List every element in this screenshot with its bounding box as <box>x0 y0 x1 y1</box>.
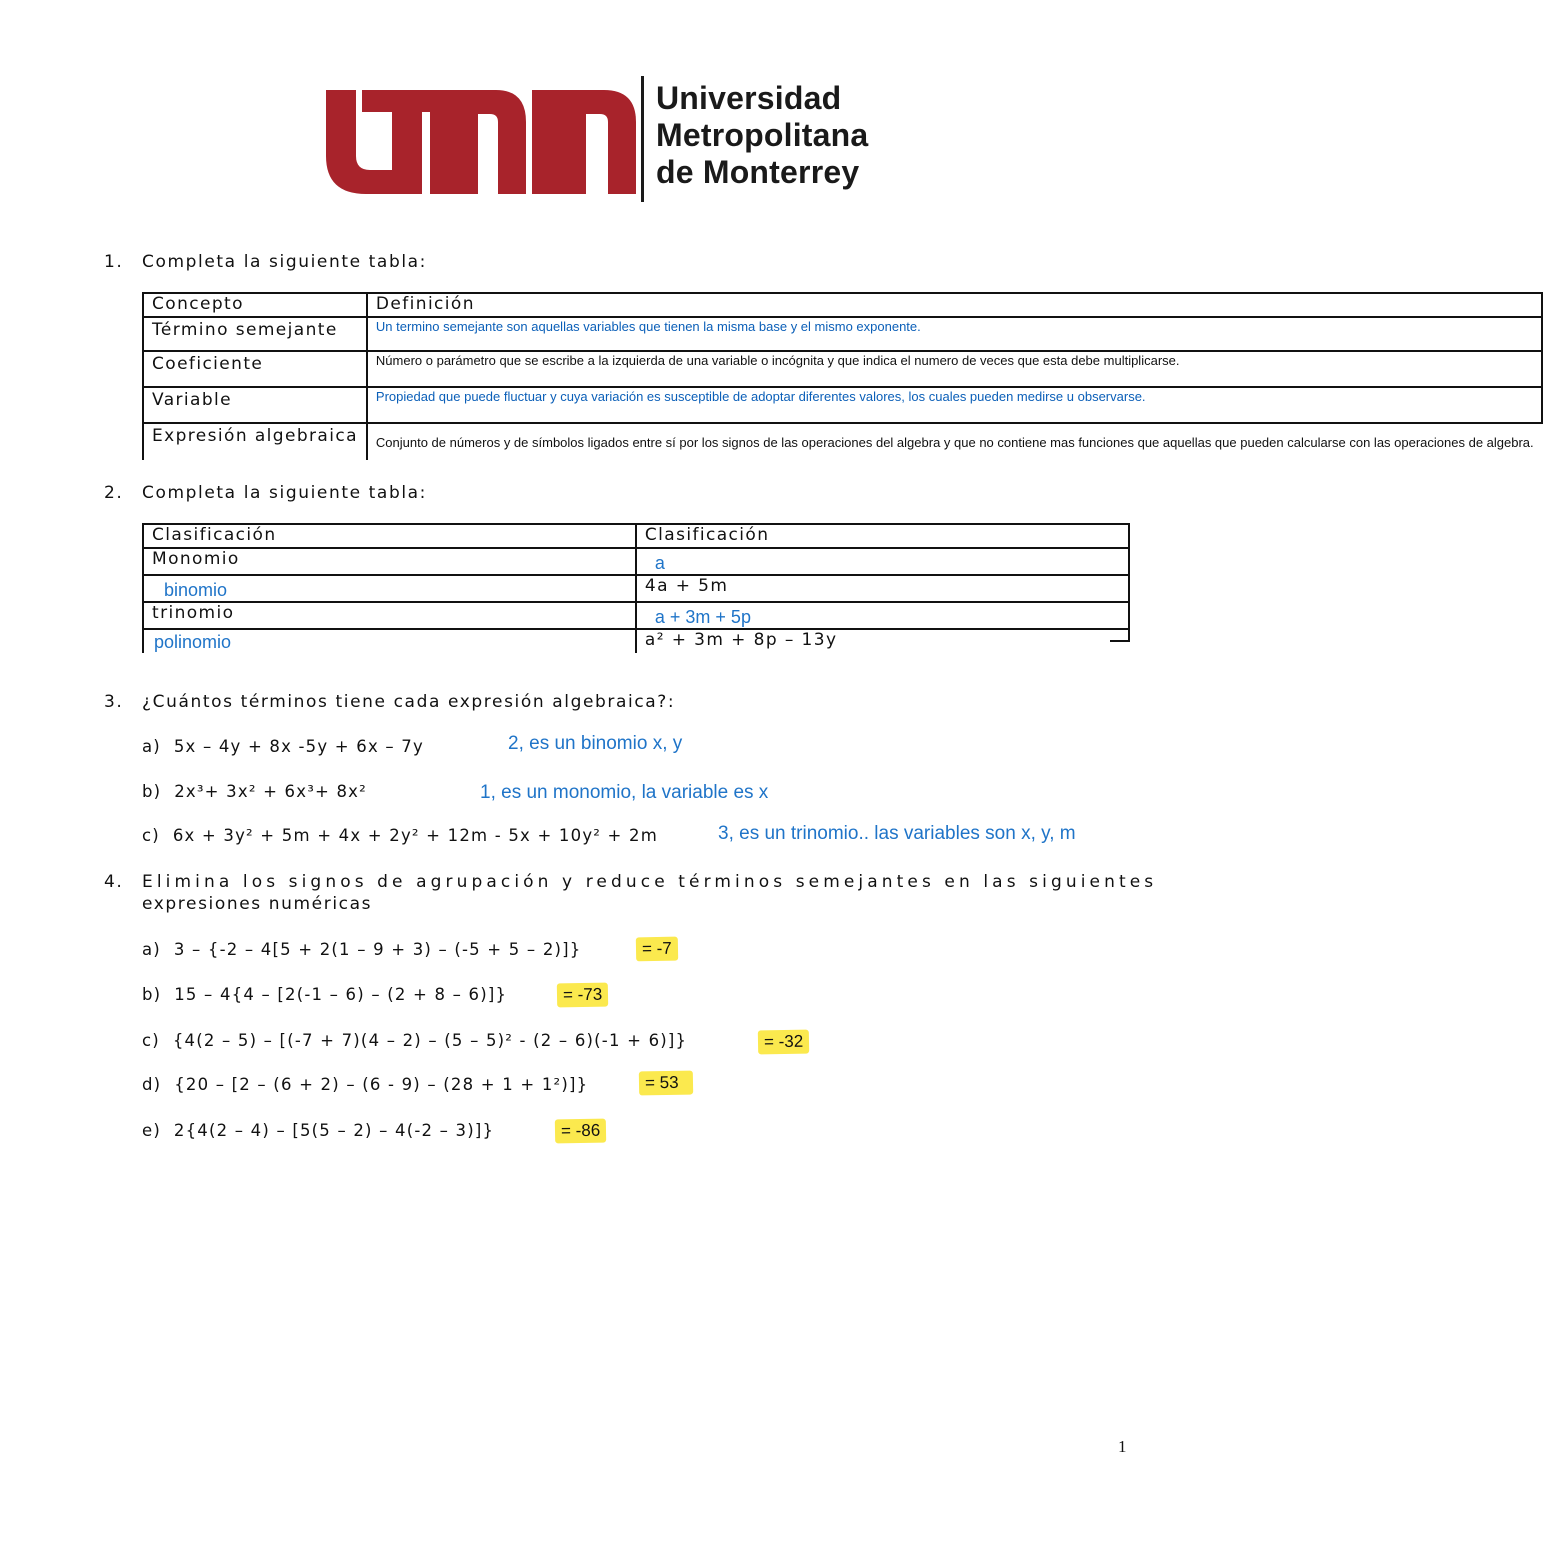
item-label: a) <box>142 737 161 756</box>
example-cell: a <box>636 548 1129 575</box>
table-header-row <box>143 524 1129 548</box>
item-expression: 6x + 3y² + 5m + 4x + 2y² + 12m - 5x + 10y² + 2m <box>172 826 658 845</box>
table-row <box>143 575 1129 602</box>
table-row <box>143 351 1542 387</box>
highlighted-answer: = 53 <box>639 1071 693 1096</box>
item-label: c) <box>142 826 160 845</box>
university-name-line: de Monterrey <box>656 154 860 190</box>
item-expression: 2{4(2 – 4) – [5(5 – 2) – 4(-2 – 3)]} <box>173 1121 495 1140</box>
item-expression: 2x³+ 3x² + 6x³+ 8x² <box>174 782 367 801</box>
question-1-title: Completa la siguiente tabla: <box>142 252 428 272</box>
question-4-title: Elimina los signos de agrupación y reduce términos semejantes en las siguientes <box>142 872 1158 892</box>
item-answer: 2, es un binomio x, y <box>508 733 683 754</box>
question-1-number: 1. <box>104 252 124 272</box>
classification-table <box>142 523 1130 653</box>
item-label: c) <box>142 1031 160 1050</box>
concept-cell: Expresión algebraica <box>143 423 367 460</box>
item-label: b) <box>142 782 162 801</box>
highlighted-answer: = -32 <box>758 1030 810 1055</box>
item-expression: {4(2 – 5) – [(-7 + 7)(4 – 2) – (5 – 5)² - (2 – 6)(-1 + 6)]} <box>172 1031 688 1050</box>
concept-cell: Coeficiente <box>143 351 367 387</box>
item-label: e) <box>142 1121 161 1140</box>
highlighted-answer: = -7 <box>636 937 678 962</box>
question-2-number: 2. <box>104 483 124 503</box>
item-expression: 15 – 4{4 – [2(-1 – 6) – (2 + 8 – 6)]} <box>174 985 508 1004</box>
concept-cell: Término semejante <box>143 317 367 351</box>
item-label: b) <box>142 985 162 1004</box>
definition-cell: Número o parámetro que se escribe a la izquierda de una variable o incógnita y que indica el numero de veces que esta debe multiplicarse. <box>367 351 1542 387</box>
example-cell: a + 3m + 5p <box>636 602 1129 629</box>
table-corner-line <box>1128 620 1130 642</box>
table-header-cell: Definición <box>367 293 1542 317</box>
question-4-number: 4. <box>104 872 124 892</box>
expression-item <box>142 1031 687 1050</box>
table-header-cell: Clasificación <box>636 524 1129 548</box>
definition-cell: Conjunto de números y de símbolos ligados entre sí por los signos de las operaciones del algebra y que no contiene mas funciones que aquellas que pueden calcularse con las operaciones de algebra. <box>367 423 1542 460</box>
expression-item <box>142 1121 494 1140</box>
item-expression: 3 – {-2 – 4[5 + 2(1 – 9 + 3) – (-5 + 5 – 2)]} <box>173 940 582 959</box>
classification-cell: polinomio <box>143 629 636 653</box>
table-row <box>143 548 1129 575</box>
expression-item <box>142 826 658 845</box>
question-3-title: ¿Cuántos términos tiene cada expresión algebraica?: <box>142 692 676 712</box>
university-name-line: Metropolitana <box>656 117 869 153</box>
classification-cell: Monomio <box>143 548 636 575</box>
expression-item <box>142 782 367 801</box>
expression-item <box>142 985 507 1004</box>
university-name-line: Universidad <box>656 80 842 116</box>
question-2-title: Completa la siguiente tabla: <box>142 483 428 503</box>
item-label: a) <box>142 940 161 959</box>
example-cell: a² + 3m + 8p – 13y <box>636 629 1129 653</box>
table-row <box>143 317 1542 351</box>
question-3-number: 3. <box>104 692 124 712</box>
expression-item <box>142 940 582 959</box>
item-expression: {20 – [2 – (6 + 2) – (6 - 9) – (28 + 1 + 1²)]} <box>174 1075 589 1094</box>
table-header-cell: Clasificación <box>143 524 636 548</box>
page-number: 1 <box>1118 1437 1127 1456</box>
item-answer: 1, es un monomio, la variable es x <box>480 782 769 803</box>
concept-cell: Variable <box>143 387 367 423</box>
umm-logo-mark <box>326 82 636 196</box>
item-expression: 5x – 4y + 8x -5y + 6x – 7y <box>173 737 424 756</box>
table-corner-line <box>1110 640 1130 642</box>
logo-divider <box>641 76 644 202</box>
expression-item <box>142 737 424 756</box>
table-row <box>143 602 1129 629</box>
definition-cell: Propiedad que puede fluctuar y cuya variación es susceptible de adoptar diferentes valores, los cuales pueden medirse u observarse. <box>367 387 1542 423</box>
definition-cell: Un termino semejante son aquellas variables que tienen la misma base y el mismo exponente. <box>367 317 1542 351</box>
question-4-title-continued: expresiones numéricas <box>142 894 373 914</box>
item-label: d) <box>142 1075 162 1094</box>
table-header-cell: Concepto <box>143 293 367 317</box>
highlighted-answer: = -73 <box>557 983 609 1008</box>
table-row <box>143 629 1129 653</box>
expression-item <box>142 1075 588 1094</box>
item-answer: 3, es un trinomio.. las variables son x, y, m <box>718 823 1076 844</box>
concept-table <box>142 292 1543 460</box>
table-row <box>143 387 1542 423</box>
table-header-row <box>143 293 1542 317</box>
classification-cell: trinomio <box>143 602 636 629</box>
university-name <box>656 80 868 191</box>
example-cell: 4a + 5m <box>636 575 1129 602</box>
classification-cell: binomio <box>143 575 636 602</box>
highlighted-answer: = -86 <box>555 1119 607 1144</box>
table-row <box>143 423 1542 460</box>
